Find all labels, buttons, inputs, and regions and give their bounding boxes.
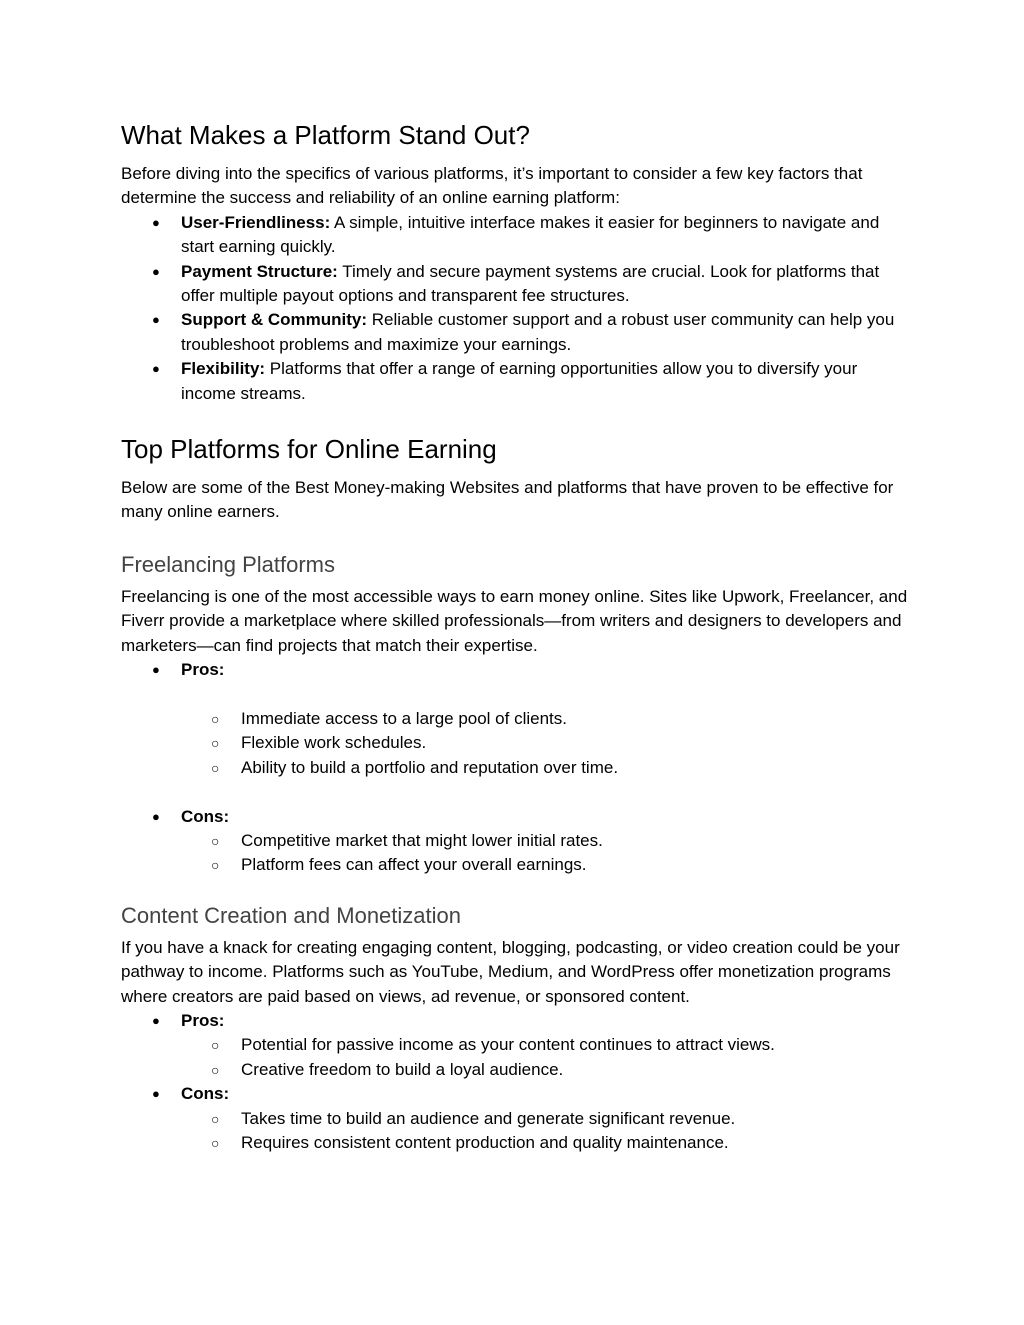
factor-label: Payment Structure: [181, 261, 338, 281]
section-intro-paragraph: Before diving into the specifics of various platforms, it’s important to consider a few key factors that determine the success and reliability of an online earning platform: [121, 164, 863, 208]
list-item: ○ Flexible work schedules. [181, 731, 911, 755]
factor-text: Reliable customer support and a robust user community can help you troubleshoot problems and maximize your earnings. [181, 310, 895, 354]
list-item: ○ Takes time to build an audience and generate significant revenue. [181, 1107, 911, 1131]
freelancing-cons-list [181, 829, 911, 878]
section-heading-top-platforms: Top Platforms for Online Earning [121, 434, 497, 465]
content-cons-list [181, 1107, 911, 1156]
list-item: ○ Ability to build a portfolio and reputation over time. [181, 756, 911, 780]
factor-text: Timely and secure payment systems are crucial. Look for platforms that offer multiple payout options and transparent fee structures. [181, 261, 880, 306]
factor-label: Flexibility: [181, 359, 266, 379]
freelancing-paragraph: Freelancing is one of the most accessible ways to earn money online. Sites like Upwork, Freelancer, and Fiverr provide a marketplace where skilled professionals—from writers and designers to developers and marketers—can find projects that match their expertise. [121, 586, 908, 655]
spacer [121, 780, 911, 804]
list-item-cons [121, 805, 911, 829]
factor-label: User-Friendliness: [181, 212, 331, 232]
list-item-pros [121, 658, 911, 707]
content-cons-list-wrapper [121, 1082, 911, 1106]
list-item: ○ Creative freedom to build a loyal audience. [181, 1058, 911, 1082]
content-pros-list [181, 1033, 911, 1082]
list-item: ○ Requires consistent content production and quality maintenance. [181, 1131, 911, 1155]
spacer [181, 683, 911, 707]
content-creation-paragraph: If you have a knack for creating engaging content, blogging, podcasting, or video creation could be your pathway to income. Platforms such as YouTube, Medium, and WordPress offer monetization programs where creators are paid based on views, ad revenue, or sponsored content. [121, 937, 900, 1006]
list-item [121, 211, 911, 260]
pros-label: Pros: [181, 1010, 225, 1030]
factor-text: A simple, intuitive interface makes it easier for beginners to navigate and start earning quickly. [181, 212, 880, 257]
section-intro-paragraph: Below are some of the Best Money-making Websites and platforms that have proven to be effective for many online earners. [121, 478, 894, 522]
cons-label: Cons: [181, 1084, 230, 1104]
freelancing-cons-list-wrapper [121, 805, 911, 829]
list-item: ○ Competitive market that might lower initial rates. [181, 829, 911, 853]
freelancing-pros-cons-list [121, 658, 911, 707]
factor-text: Platforms that offer a range of earning opportunities allow you to diversify your income streams. [181, 359, 858, 403]
list-item-cons [121, 1082, 911, 1106]
section-heading-platform-stand-out: What Makes a Platform Stand Out? [121, 120, 530, 150]
list-item [121, 260, 911, 309]
list-item-pros [121, 1009, 911, 1033]
key-factors-list [121, 211, 911, 406]
subheading-freelancing: Freelancing Platforms [121, 551, 335, 577]
factor-label: Support & Community: [181, 310, 368, 330]
cons-label: Cons: [181, 806, 230, 826]
freelancing-pros-list [181, 707, 911, 780]
list-item: ○ Immediate access to a large pool of clients. [181, 707, 911, 731]
pros-label: Pros: [181, 660, 225, 680]
content-pros-list-wrapper [121, 1009, 911, 1033]
list-item [121, 308, 911, 357]
list-item [121, 357, 911, 406]
list-item: ○ Potential for passive income as your content continues to attract views. [181, 1033, 911, 1057]
subheading-content-creation: Content Creation and Monetization [121, 902, 461, 928]
list-item: ○ Platform fees can affect your overall earnings. [181, 853, 911, 877]
document-page [121, 118, 911, 1155]
